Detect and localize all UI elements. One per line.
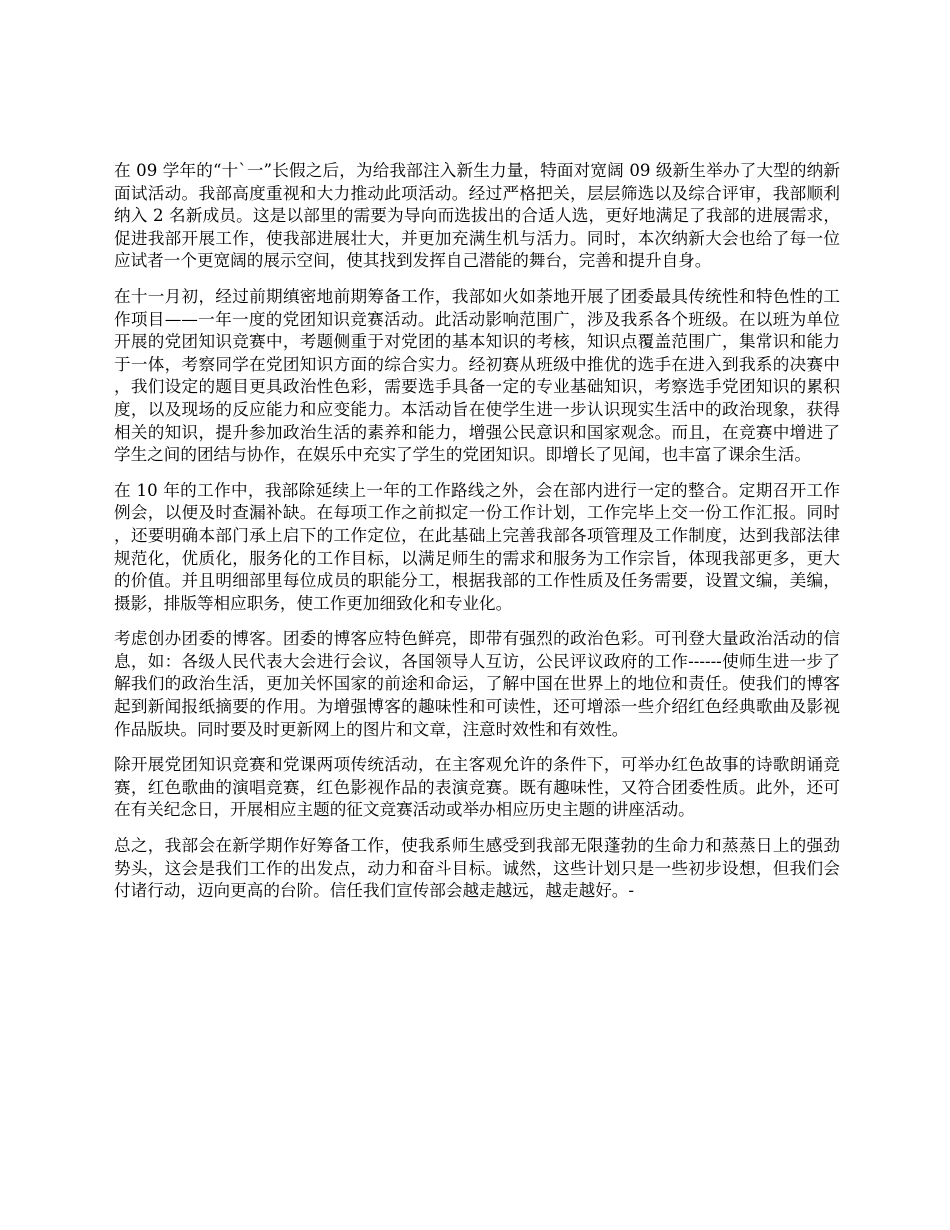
paragraph-recruitment: 在 09 学年的“十`一”长假之后，为给我部注入新生力量，特面对宽阔 09 级新生举办了大型的纳新面试活动。我部高度重视和大力推动此项活动。经过严格把关，层层筛选以及综合评审，我部顺利纳入 2 名新成员。这是以部里的需要为导向而选拔出的合适人选，更好地满足了我部的进展需求，促进我部开展工作，使我部进展壮大，并更加充满生机与活力。同时，本次纳新大会也给了每一位应试者一个更宽阔的展示空间，使其找到发挥自己潜能的舞台，完善和提升自身。 (114, 161, 840, 271)
paragraph-activities: 除开展党团知识竞赛和党课两项传统活动，在主客观允许的条件下，可举办红色故事的诗歌朗诵竞赛，红色歌曲的演唱竞赛，红色影视作品的表演竞赛。既有趣味性，又符合团委性质。此外，还可在有关纪念日，开展相应主题的征文竞赛活动或举办相应历史主题的讲座活动。 (114, 755, 840, 820)
paragraph-blog: 考虑创办团委的博客。团委的博客应特色鲜亮，即带有强烈的政治色彩。可刊登大量政治活动的信息，如：各级人民代表大会进行会议，各国领导人互访，公民评议政府的工作------使师生进一步了解我们的政治生活，更加关怀国家的前途和命运，了解中国在世界上的地位和责任。使我们的博客起到新闻报纸摘要的作用。为增强博客的趣味性和可读性，还可增添一些介绍红色经典歌曲及影视作品版块。同时要及时更新网上的图片和文章，注意时效性和有效性。 (114, 629, 840, 739)
paragraph-knowledge-contest: 在十一月初，经过前期缜密地前期筹备工作，我部如火如荼地开展了团委最具传统性和特色性的工作项目——一年一度的党团知识竞赛活动。此活动影响范围广，涉及我系各个班级。在以班为单位开展的党团知识竞赛中，考题侧重于对党团的基本知识的考核，知识点覆盖范围广，集常识和能力于一体，考察同学在党团知识方面的综合实力。经初赛从班级中推优的选手在进入到我系的决赛中，我们设定的题目更具政治性色彩，需要选手具备一定的专业基础知识，考察选手党团知识的累积度，以及现场的反应能力和应变能力。本活动旨在使学生进一步认识现实生活中的政治现象，获得相关的知识，提升参加政治生活的素养和能力，增强公民意识和国家观念。而且，在竞赛中增进了学生之间的团结与协作，在娱乐中充实了学生的党团知识。即增长了见闻，也丰富了课余生活。 (114, 286, 840, 465)
paragraph-conclusion: 总之，我部会在新学期作好筹备工作，使我系师生感受到我部无限蓬勃的生命力和蒸蒸日上的强劲势头，这会是我们工作的出发点，动力和奋斗目标。诚然，这些计划只是一些初步设想，但我们会付诸行动，迈向更高的台阶。信任我们宣传部会越走越远，越走越好。- (114, 836, 840, 901)
document-body (114, 160, 840, 916)
paragraph-work-plan: 在 10 年的工作中，我部除延续上一年的工作路线之外，会在部内进行一定的整合。定期召开工作例会，以便及时查漏补缺。在每项工作之前拟定一份工作计划，工作完毕上交一份工作汇报。同时，还要明确本部门承上启下的工作定位，在此基础上完善我部各项管理及工作制度，达到我部法律规范化，优质化，服务化的工作目标，以满足师生的需求和服务为工作宗旨，体现我部更多，更大的价值。并且明细部里每位成员的职能分工，根据我部的工作性质及任务需要，设置文编，美编，摄影，排版等相应职务，使工作更加细致化和专业化。 (114, 480, 840, 613)
